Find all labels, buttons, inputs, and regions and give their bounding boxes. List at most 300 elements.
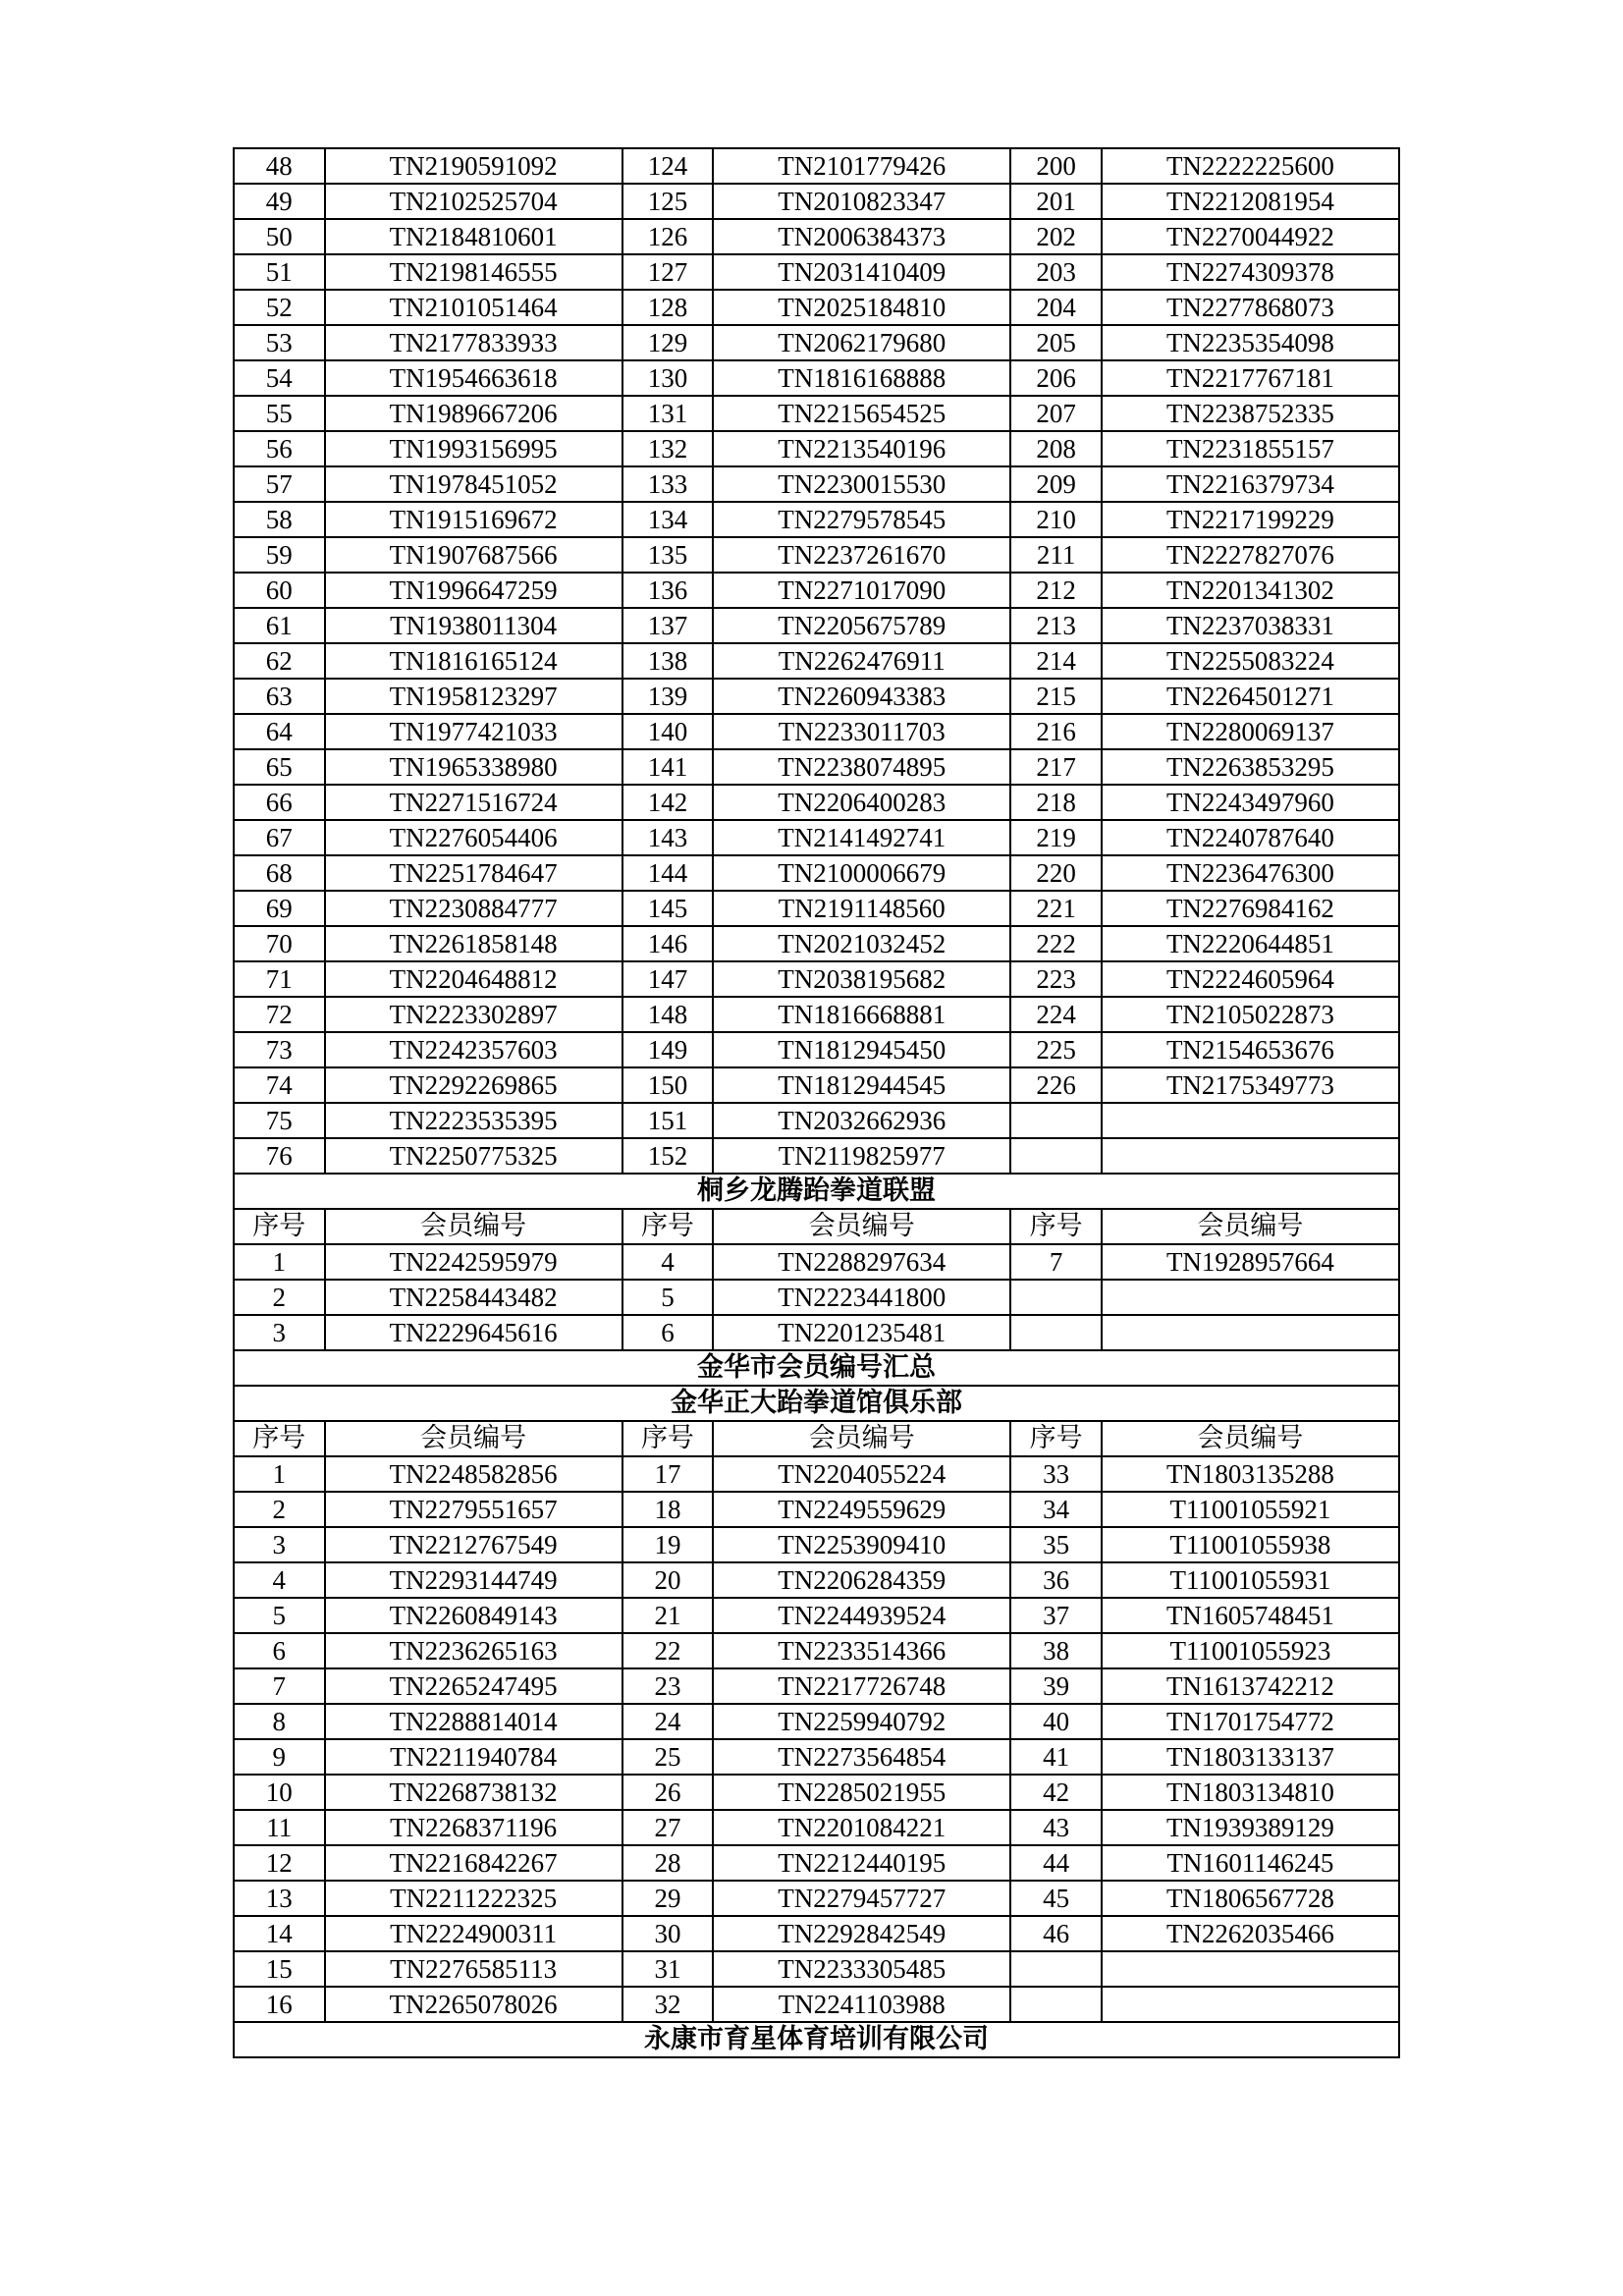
member-id-cell: TN2201235481 [713,1315,1010,1350]
member-id-cell: TN2184810601 [325,219,622,254]
seq-cell: 42 [1010,1775,1102,1810]
member-id-cell: TN2223535395 [325,1103,622,1138]
seq-cell: 221 [1010,891,1102,926]
seq-cell: 220 [1010,855,1102,891]
member-id-cell: TN2276054406 [325,820,622,855]
table-row [234,325,1399,360]
member-id-cell: TN2101051464 [325,290,622,325]
section-title: 金华市会员编号汇总 [234,1350,1399,1386]
seq-cell: 200 [1010,148,1102,184]
seq-cell: 68 [234,855,325,891]
seq-cell: 21 [622,1598,714,1633]
table-row [234,679,1399,714]
table-row [234,1775,1399,1810]
seq-cell: 66 [234,785,325,820]
seq-cell: 49 [234,184,325,219]
seq-cell: 53 [234,325,325,360]
seq-cell: 75 [234,1103,325,1138]
table-row [234,1527,1399,1562]
member-id-cell: TN2102525704 [325,184,622,219]
table-row [234,290,1399,325]
seq-cell: 60 [234,573,325,608]
column-header-row [234,1421,1399,1456]
member-id-cell: TN2279578545 [713,502,1010,537]
table-row [234,1845,1399,1881]
seq-cell: 128 [622,290,714,325]
section-title-row [234,2022,1399,2057]
table-body [234,148,1399,2057]
member-id-cell: TN2255083224 [1102,643,1399,679]
seq-cell: 36 [1010,1562,1102,1598]
member-id-cell: TN2280069137 [1102,714,1399,749]
table-row [234,466,1399,502]
member-id-cell: TN2177833933 [325,325,622,360]
seq-cell: 219 [1010,820,1102,855]
seq-cell: 30 [622,1916,714,1951]
member-id-cell: TN1812945450 [713,1032,1010,1067]
seq-cell: 12 [234,1845,325,1881]
member-id-cell: TN2198146555 [325,254,622,290]
seq-cell: 138 [622,643,714,679]
seq-cell: 38 [1010,1633,1102,1668]
member-id-cell: TN2191148560 [713,891,1010,926]
section-title-row [234,1386,1399,1421]
member-id-cell: TN2216842267 [325,1845,622,1881]
seq-cell: 5 [234,1598,325,1633]
seq-cell: 14 [234,1916,325,1951]
member-id-cell: TN2240787640 [1102,820,1399,855]
seq-cell: 69 [234,891,325,926]
seq-cell: 10 [234,1775,325,1810]
member-id-cell: TN1907687566 [325,537,622,573]
table-row [234,148,1399,184]
table-row [234,1739,1399,1775]
seq-cell: 16 [234,1987,325,2022]
member-id-cell: TN2251784647 [325,855,622,891]
member-id-cell: TN2010823347 [713,184,1010,219]
seq-cell: 44 [1010,1845,1102,1881]
seq-cell: 37 [1010,1598,1102,1633]
seq-cell: 216 [1010,714,1102,749]
member-id-cell: TN1816165124 [325,643,622,679]
member-id-cell: TN2236476300 [1102,855,1399,891]
seq-cell: 142 [622,785,714,820]
seq-cell: 72 [234,997,325,1032]
seq-cell: 41 [1010,1739,1102,1775]
seq-cell: 52 [234,290,325,325]
seq-cell: 222 [1010,926,1102,961]
member-id-cell: TN2262476911 [713,643,1010,679]
member-id-cell: TN2217767181 [1102,360,1399,396]
seq-cell: 131 [622,396,714,431]
seq-cell: 144 [622,855,714,891]
seq-cell: 149 [622,1032,714,1067]
seq-cell: 223 [1010,961,1102,997]
seq-cell: 59 [234,537,325,573]
table-row [234,891,1399,926]
member-id-cell: TN2241103988 [713,1987,1010,2022]
seq-cell: 4 [622,1244,714,1280]
member-id-cell: TN2262035466 [1102,1916,1399,1951]
seq-cell: 140 [622,714,714,749]
table-row [234,608,1399,643]
seq-cell: 213 [1010,608,1102,643]
member-id-cell: TN2119825977 [713,1138,1010,1174]
member-id-cell: TN2236265163 [325,1633,622,1668]
table-row [234,254,1399,290]
member-id-cell: TN2201084221 [713,1810,1010,1845]
table-row [234,961,1399,997]
member-id-cell: TN2260943383 [713,679,1010,714]
section-title-row [234,1174,1399,1209]
section-title-row [234,1350,1399,1386]
member-id-cell: TN1965338980 [325,749,622,785]
seq-cell [1010,1280,1102,1315]
member-id-cell: TN2270044922 [1102,219,1399,254]
member-id-cell: T11001055923 [1102,1633,1399,1668]
member-id-cell: TN1928957664 [1102,1244,1399,1280]
member-id-cell: TN1977421033 [325,714,622,749]
member-id-cell: TN2253909410 [713,1527,1010,1562]
member-id-cell: TN2224900311 [325,1916,622,1951]
member-id-cell: TN2264501271 [1102,679,1399,714]
member-id-cell: TN1989667206 [325,396,622,431]
seq-cell: 215 [1010,679,1102,714]
seq-cell: 17 [622,1456,714,1492]
table-row [234,1280,1399,1315]
member-id-cell: TN2220644851 [1102,926,1399,961]
header-seq: 序号 [1010,1209,1102,1244]
seq-cell: 73 [234,1032,325,1067]
member-id-cell: TN2212440195 [713,1845,1010,1881]
member-id-cell: TN2101779426 [713,148,1010,184]
member-id-cell: TN2206400283 [713,785,1010,820]
seq-cell: 210 [1010,502,1102,537]
member-id-cell: TN2233514366 [713,1633,1010,1668]
seq-cell: 25 [622,1739,714,1775]
member-id-cell: TN2279457727 [713,1881,1010,1916]
seq-cell: 51 [234,254,325,290]
table-row [234,1987,1399,2022]
seq-cell: 6 [234,1633,325,1668]
seq-cell: 6 [622,1315,714,1350]
header-seq: 序号 [234,1421,325,1456]
seq-cell: 33 [1010,1456,1102,1492]
member-id-cell: T11001055921 [1102,1492,1399,1527]
member-id-cell: TN2006384373 [713,219,1010,254]
seq-cell: 28 [622,1845,714,1881]
seq-cell: 54 [234,360,325,396]
member-id-cell: TN2288814014 [325,1704,622,1739]
seq-cell: 209 [1010,466,1102,502]
seq-cell: 125 [622,184,714,219]
member-id-cell: TN2268371196 [325,1810,622,1845]
seq-cell [1010,1951,1102,1987]
seq-cell: 139 [622,679,714,714]
header-member-id: 会员编号 [1102,1421,1399,1456]
member-id-cell: TN2242357603 [325,1032,622,1067]
seq-cell: 43 [1010,1810,1102,1845]
member-id-cell: TN2217199229 [1102,502,1399,537]
member-id-cell: TN2271516724 [325,785,622,820]
member-number-table [233,147,1400,2058]
member-id-cell: TN2175349773 [1102,1067,1399,1103]
member-id-cell: TN2233305485 [713,1951,1010,1987]
table-row [234,396,1399,431]
member-id-cell: TN2230015530 [713,466,1010,502]
seq-cell: 2 [234,1492,325,1527]
member-id-cell: TN2213540196 [713,431,1010,466]
member-id-cell: TN2244939524 [713,1598,1010,1633]
member-id-cell: TN1993156995 [325,431,622,466]
member-id-cell: TN2248582856 [325,1456,622,1492]
member-id-cell: TN2242595979 [325,1244,622,1280]
section-title: 永康市育星体育培训有限公司 [234,2022,1399,2057]
seq-cell: 50 [234,219,325,254]
member-id-cell: TN2259940792 [713,1704,1010,1739]
member-id-cell: TN1803135288 [1102,1456,1399,1492]
seq-cell: 74 [234,1067,325,1103]
member-id-cell: TN1613742212 [1102,1668,1399,1704]
member-id-cell: TN2265247495 [325,1668,622,1704]
header-seq: 序号 [234,1209,325,1244]
member-id-cell: TN2222225600 [1102,148,1399,184]
member-id-cell [1102,1280,1399,1315]
member-id-cell: TN1996647259 [325,573,622,608]
member-id-cell: TN2154653676 [1102,1032,1399,1067]
seq-cell: 3 [234,1315,325,1350]
seq-cell: 132 [622,431,714,466]
member-id-cell: TN2031410409 [713,254,1010,290]
member-id-cell: TN2211940784 [325,1739,622,1775]
table-row [234,1916,1399,1951]
seq-cell: 45 [1010,1881,1102,1916]
member-id-cell: TN2293144749 [325,1562,622,1598]
seq-cell: 35 [1010,1527,1102,1562]
seq-cell: 127 [622,254,714,290]
header-member-id: 会员编号 [1102,1209,1399,1244]
seq-cell: 76 [234,1138,325,1174]
member-id-cell: TN2285021955 [713,1775,1010,1810]
member-id-cell: TN2250775325 [325,1138,622,1174]
seq-cell: 40 [1010,1704,1102,1739]
member-id-cell: TN2292269865 [325,1067,622,1103]
seq-cell: 27 [622,1810,714,1845]
seq-cell: 146 [622,926,714,961]
seq-cell: 61 [234,608,325,643]
member-id-cell: TN2212767549 [325,1527,622,1562]
seq-cell: 212 [1010,573,1102,608]
member-id-cell: TN2215654525 [713,396,1010,431]
seq-cell: 70 [234,926,325,961]
header-seq: 序号 [622,1421,714,1456]
member-id-cell: TN2206284359 [713,1562,1010,1598]
seq-cell: 136 [622,573,714,608]
seq-cell: 207 [1010,396,1102,431]
member-id-cell: TN2062179680 [713,325,1010,360]
member-id-cell: TN2292842549 [713,1916,1010,1951]
member-id-cell: TN2100006679 [713,855,1010,891]
member-id-cell: TN2201341302 [1102,573,1399,608]
seq-cell: 130 [622,360,714,396]
member-id-cell: TN1812944545 [713,1067,1010,1103]
member-id-cell: TN2277868073 [1102,290,1399,325]
seq-cell: 218 [1010,785,1102,820]
seq-cell: 206 [1010,360,1102,396]
header-member-id: 会员编号 [713,1209,1010,1244]
member-id-cell: TN2212081954 [1102,184,1399,219]
seq-cell: 22 [622,1633,714,1668]
member-id-cell: TN2263853295 [1102,749,1399,785]
member-id-cell: TN2238074895 [713,749,1010,785]
table-row [234,1704,1399,1739]
member-id-cell: TN1915169672 [325,502,622,537]
member-id-cell: TN1978451052 [325,466,622,502]
member-id-cell: TN2204648812 [325,961,622,997]
table-row [234,360,1399,396]
seq-cell: 63 [234,679,325,714]
member-id-cell: TN2271017090 [713,573,1010,608]
member-id-cell: TN1816668881 [713,997,1010,1032]
member-id-cell: TN2204055224 [713,1456,1010,1492]
member-id-cell [1102,1103,1399,1138]
member-id-cell: TN2243497960 [1102,785,1399,820]
table-row [234,785,1399,820]
seq-cell: 58 [234,502,325,537]
member-id-cell: TN2038195682 [713,961,1010,997]
table-row [234,855,1399,891]
table-row [234,537,1399,573]
seq-cell: 39 [1010,1668,1102,1704]
seq-cell: 211 [1010,537,1102,573]
table-row [234,997,1399,1032]
member-id-cell: TN2249559629 [713,1492,1010,1527]
member-id-cell: TN2205675789 [713,608,1010,643]
member-id-cell: TN2268738132 [325,1775,622,1810]
table-row [234,1881,1399,1916]
table-row [234,1244,1399,1280]
header-member-id: 会员编号 [713,1421,1010,1456]
member-id-cell: TN2230884777 [325,891,622,926]
member-id-cell: TN2190591092 [325,148,622,184]
section-title: 金华正大跆拳道馆俱乐部 [234,1386,1399,1421]
member-id-cell: TN2258443482 [325,1280,622,1315]
seq-cell: 7 [1010,1244,1102,1280]
seq-cell: 134 [622,502,714,537]
seq-cell: 5 [622,1280,714,1315]
seq-cell [1010,1987,1102,2022]
member-id-cell [1102,1987,1399,2022]
seq-cell: 46 [1010,1916,1102,1951]
seq-cell: 31 [622,1951,714,1987]
member-id-cell: TN2288297634 [713,1244,1010,1280]
seq-cell: 34 [1010,1492,1102,1527]
seq-cell: 1 [234,1244,325,1280]
table-row [234,1456,1399,1492]
member-id-cell: TN2231855157 [1102,431,1399,466]
seq-cell: 126 [622,219,714,254]
seq-cell: 48 [234,148,325,184]
seq-cell: 145 [622,891,714,926]
seq-cell: 151 [622,1103,714,1138]
header-seq: 序号 [1010,1421,1102,1456]
table-row [234,1562,1399,1598]
seq-cell: 13 [234,1881,325,1916]
table-row [234,219,1399,254]
table-row [234,926,1399,961]
seq-cell: 217 [1010,749,1102,785]
member-id-cell: TN2141492741 [713,820,1010,855]
seq-cell: 71 [234,961,325,997]
seq-cell: 1 [234,1456,325,1492]
seq-cell: 129 [622,325,714,360]
seq-cell: 133 [622,466,714,502]
seq-cell: 141 [622,749,714,785]
member-id-cell: TN2260849143 [325,1598,622,1633]
table-row [234,1492,1399,1527]
member-id-cell: TN2216379734 [1102,466,1399,502]
seq-cell: 9 [234,1739,325,1775]
seq-cell: 137 [622,608,714,643]
seq-cell: 124 [622,148,714,184]
member-id-cell: TN2261858148 [325,926,622,961]
member-id-cell: TN2021032452 [713,926,1010,961]
seq-cell [1010,1315,1102,1350]
seq-cell: 20 [622,1562,714,1598]
header-member-id: 会员编号 [325,1421,622,1456]
member-id-cell: TN2235354098 [1102,325,1399,360]
seq-cell: 26 [622,1775,714,1810]
seq-cell: 15 [234,1951,325,1987]
seq-cell: 148 [622,997,714,1032]
member-id-cell: TN2265078026 [325,1987,622,2022]
member-id-cell [1102,1951,1399,1987]
seq-cell: 57 [234,466,325,502]
table-row [234,184,1399,219]
table-row [234,502,1399,537]
member-id-cell: TN1954663618 [325,360,622,396]
header-seq: 序号 [622,1209,714,1244]
seq-cell: 7 [234,1668,325,1704]
member-id-cell: TN2025184810 [713,290,1010,325]
member-id-cell [1102,1315,1399,1350]
seq-cell: 23 [622,1668,714,1704]
member-id-cell: TN2274309378 [1102,254,1399,290]
member-id-cell: T11001055931 [1102,1562,1399,1598]
member-id-cell: TN2237261670 [713,537,1010,573]
seq-cell: 11 [234,1810,325,1845]
seq-cell: 225 [1010,1032,1102,1067]
table-row [234,1633,1399,1668]
seq-cell: 2 [234,1280,325,1315]
seq-cell: 143 [622,820,714,855]
seq-cell: 202 [1010,219,1102,254]
member-id-cell: TN2279551657 [325,1492,622,1527]
member-id-cell: TN2105022873 [1102,997,1399,1032]
seq-cell: 65 [234,749,325,785]
member-id-cell: TN1816168888 [713,360,1010,396]
seq-cell: 29 [622,1881,714,1916]
member-id-cell [1102,1138,1399,1174]
table-row [234,749,1399,785]
seq-cell: 150 [622,1067,714,1103]
seq-cell: 226 [1010,1067,1102,1103]
table-row [234,820,1399,855]
member-id-cell: TN2237038331 [1102,608,1399,643]
seq-cell: 224 [1010,997,1102,1032]
seq-cell: 32 [622,1987,714,2022]
member-id-cell: TN2217726748 [713,1668,1010,1704]
